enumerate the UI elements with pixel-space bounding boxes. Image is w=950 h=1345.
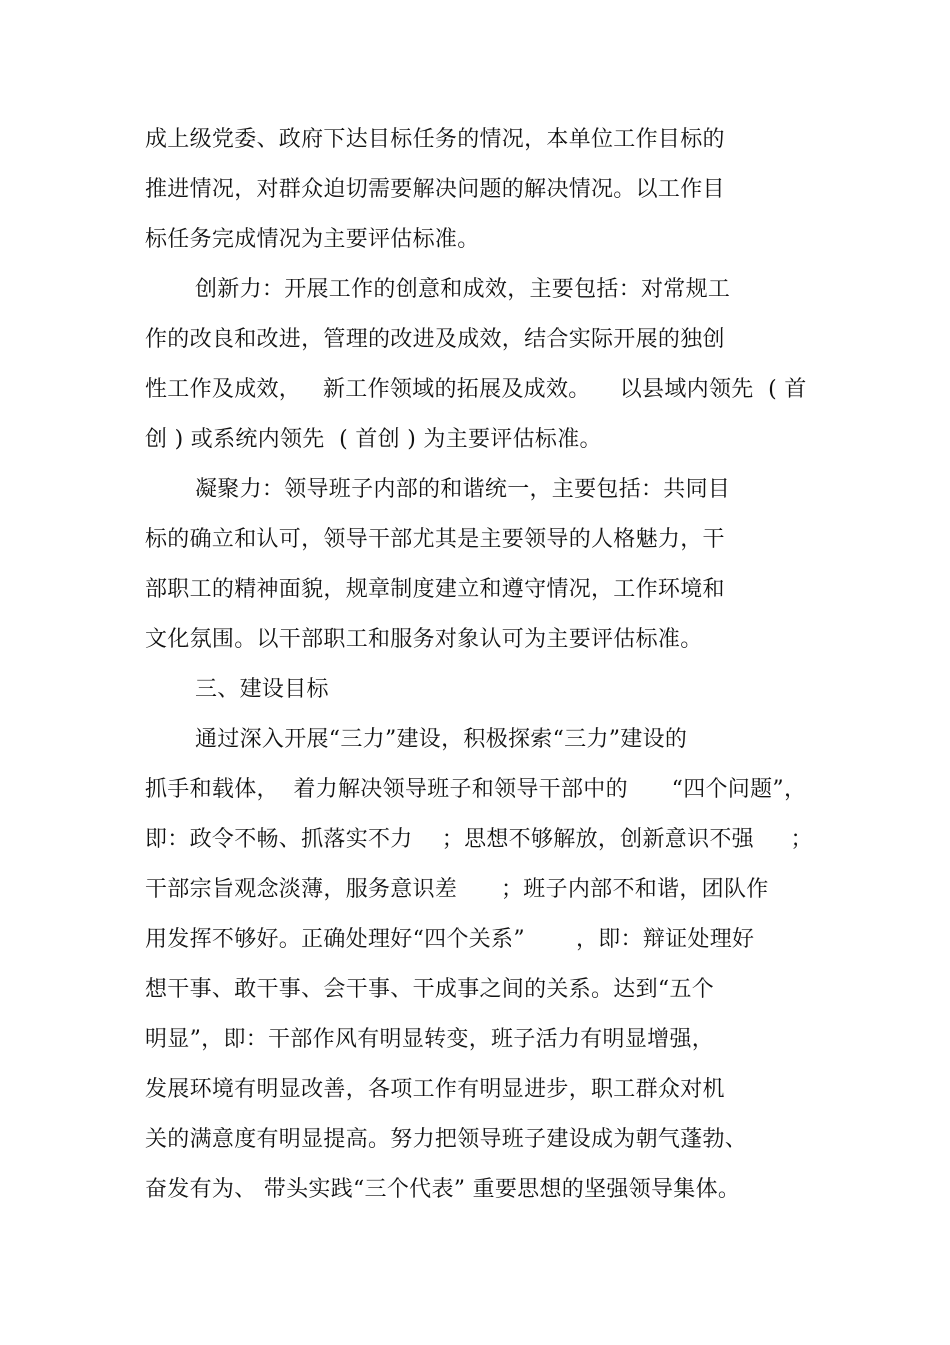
text-line: 奋发有为、 带头实践“三个代表” 重要思想的坚强领导集体。 xyxy=(145,1177,741,1202)
paragraph-start-line: 凝聚力：领导班子内部的和谐统一，主要包括：共同目 xyxy=(195,477,731,502)
text-line: 作的改良和改进，管理的改进及成效，结合实际开展的独创 xyxy=(145,327,725,352)
text-line: 标任务完成情况为主要评估标准。 xyxy=(145,227,480,252)
text-line: 性工作及成效， 新工作领域的拓展及成效。 以县域内领先 ( 首 xyxy=(145,377,807,402)
text-line: 发展环境有明显改善，各项工作有明显进步，职工群众对机 xyxy=(145,1077,725,1102)
paragraph-start-line: 创新力：开展工作的创意和成效，主要包括：对常规工 xyxy=(195,277,731,302)
text-line: 推进情况，对群众迫切需要解决问题的解决情况。以工作目 xyxy=(145,177,725,202)
text-line: 用发挥不够好。正确处理好“四个关系” ，即：辩证处理好 xyxy=(145,927,755,952)
text-line: 文化氛围。以干部职工和服务对象认可为主要评估标准。 xyxy=(145,627,703,652)
text-line: 即：政令不畅、抓落实不力 ；思想不够解放，创新意识不强 ； xyxy=(145,827,813,852)
text-line: 标的确立和认可，领导干部尤其是主要领导的人格魅力，干 xyxy=(145,527,725,552)
text-line: 明显”，即：干部作风有明显转变，班子活力有明显增强， xyxy=(145,1027,715,1052)
text-line: 成上级党委、政府下达目标任务的情况，本单位工作目标的 xyxy=(145,127,725,152)
text-line: 想干事、敢干事、会干事、干成事之间的关系。达到“五个 xyxy=(145,977,715,1002)
text-line: 抓手和载体， 着力解决领导班子和领导干部中的 “四个问题”， xyxy=(145,777,807,802)
paragraph-start-line: 通过深入开展“三力”建设，积极探索“三力”建设的 xyxy=(195,727,688,752)
text-line: 关的满意度有明显提高。努力把领导班子建设成为朝气蓬勃、 xyxy=(145,1127,748,1152)
text-line: 干部宗旨观念淡薄，服务意识差 ；班子内部不和谐，团队作 xyxy=(145,877,769,902)
text-line: 创 ) 或系统内领先 ( 首创 ) 为主要评估标准。 xyxy=(145,427,602,452)
text-line: 部职工的精神面貌，规章制度建立和遵守情况，工作环境和 xyxy=(145,577,725,602)
section-heading: 三、建设目标 xyxy=(195,677,329,702)
